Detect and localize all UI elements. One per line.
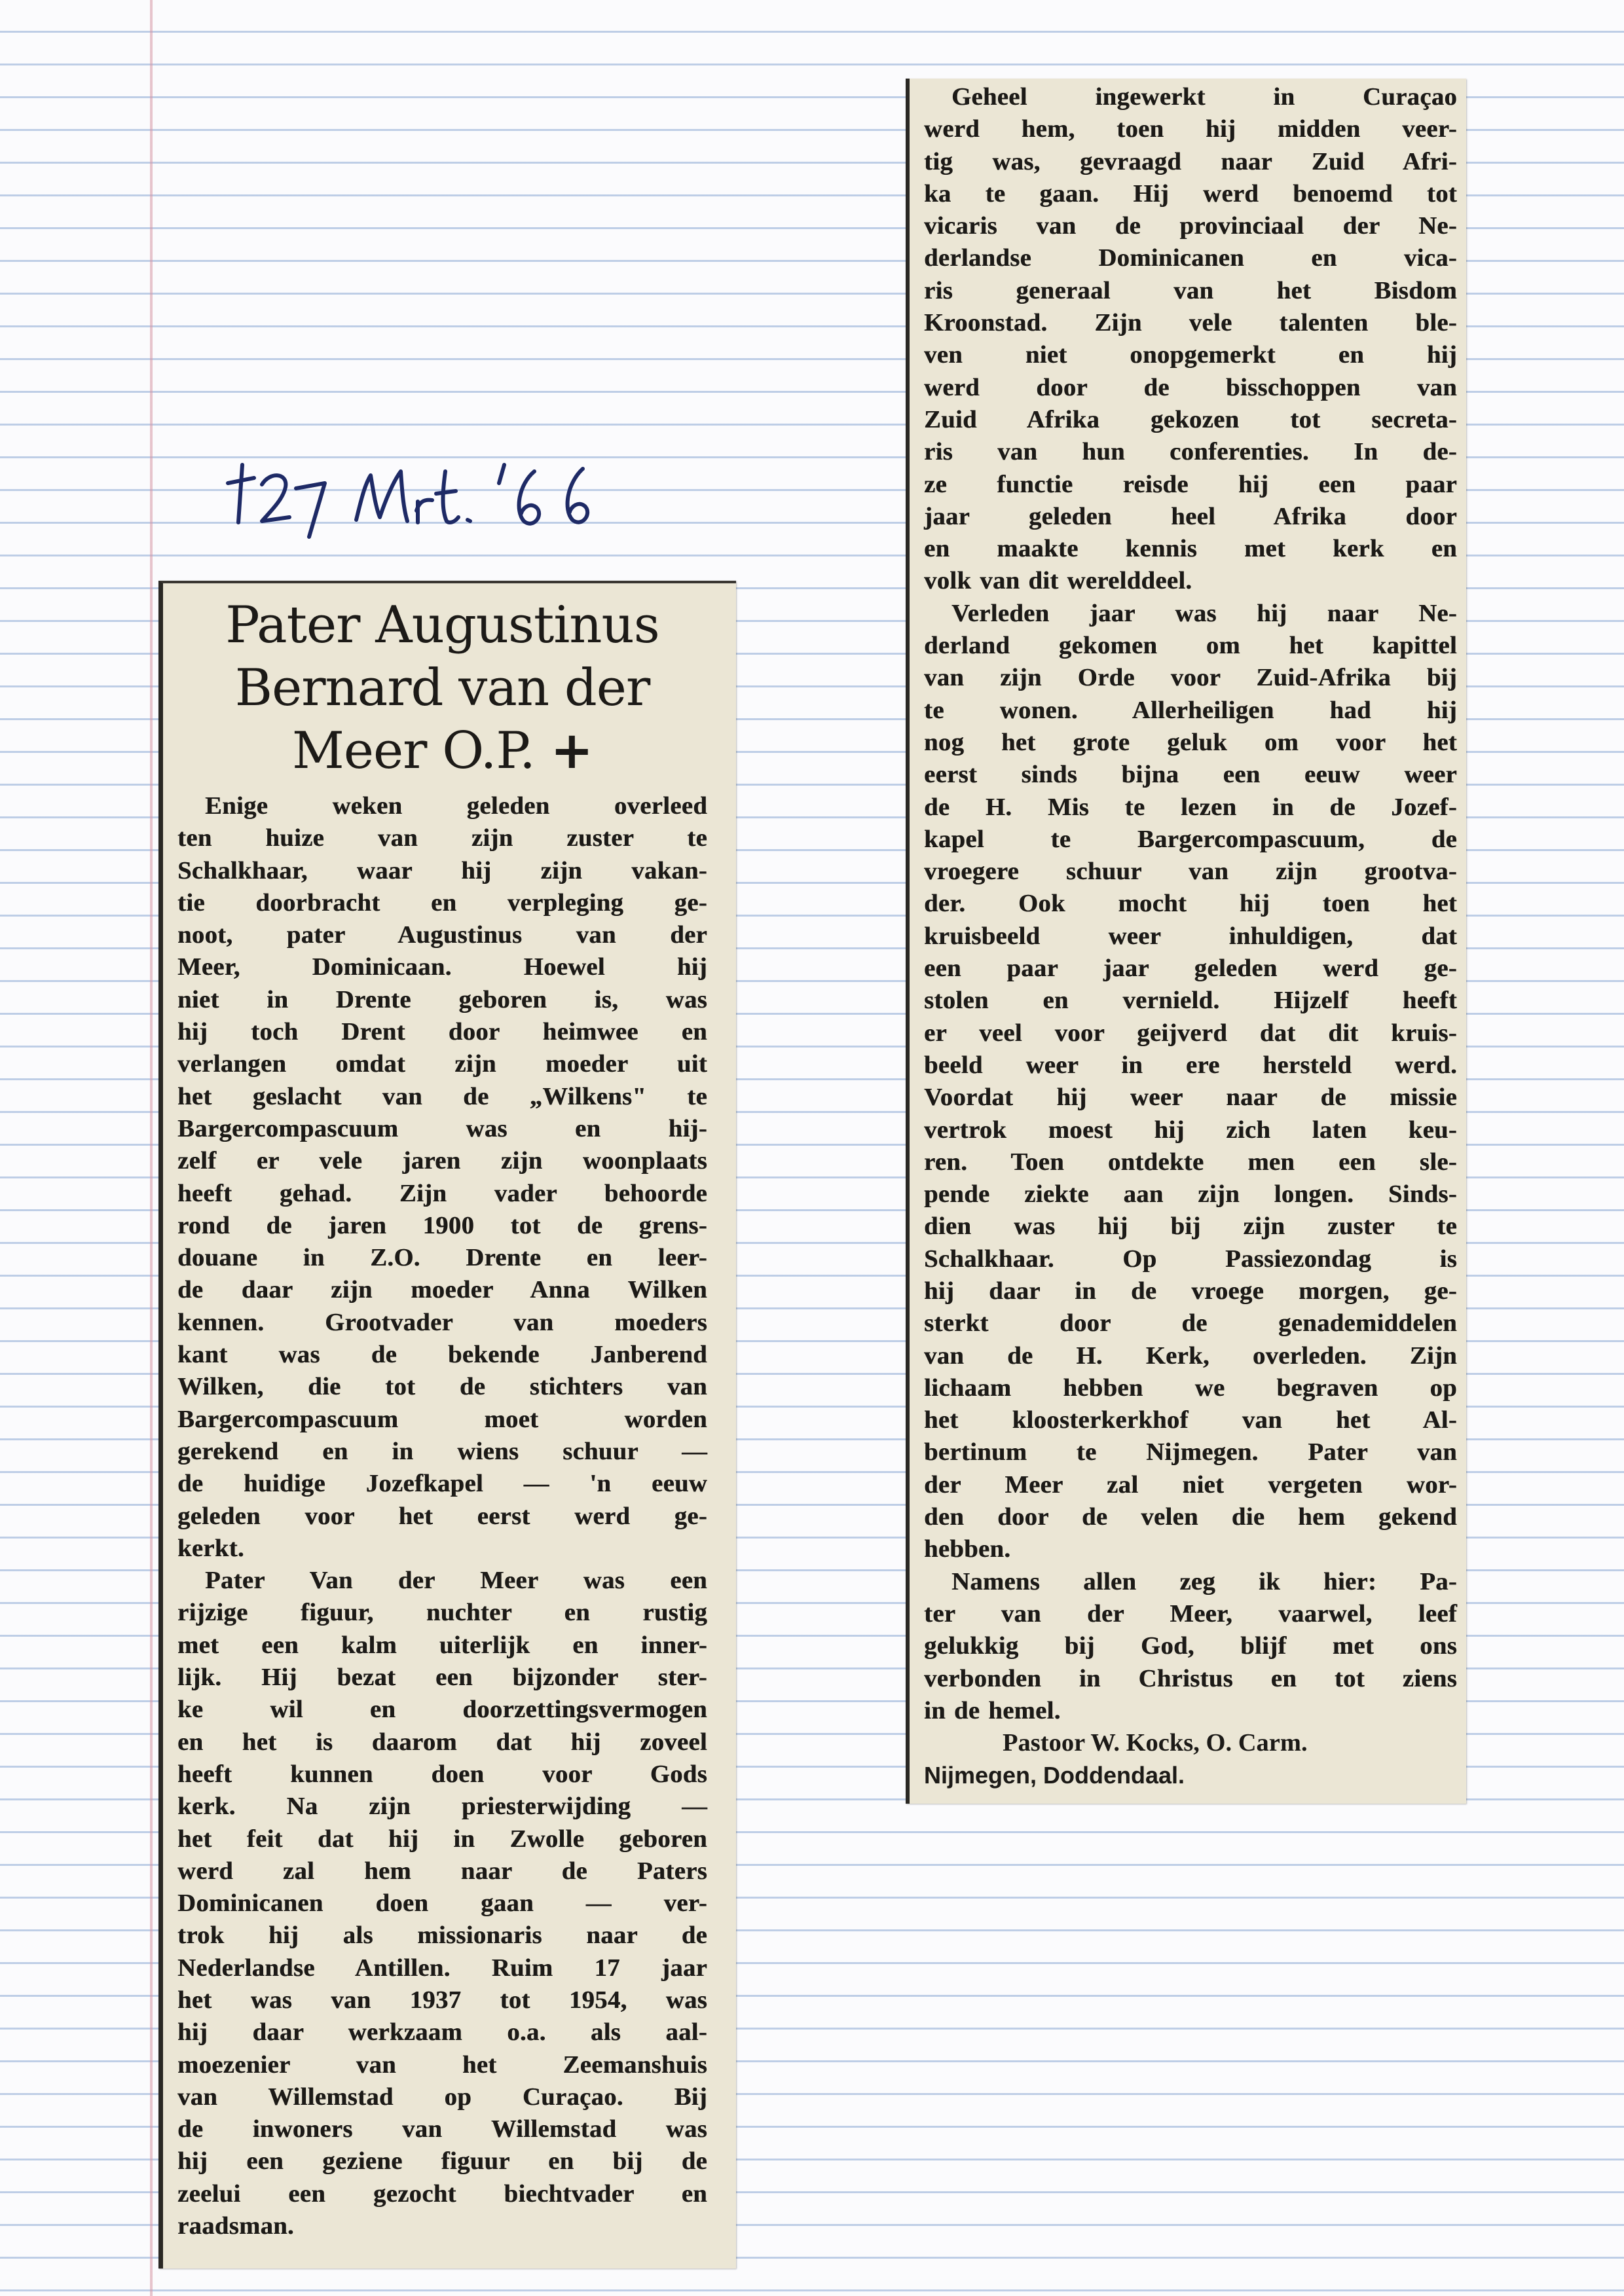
text-line: der. Ook mocht hij toen het (924, 890, 1457, 918)
text-line: van de H. Kerk, overleden. Zijn (924, 1341, 1457, 1370)
text-line: en het is daarom dat hij zoveel (177, 1728, 707, 1756)
text-line: moezenier van het Zeemanshuis (177, 2050, 707, 2079)
newspaper-clipping-left (158, 581, 736, 2269)
text-line: Voordat hij weer naar de missie (924, 1084, 1457, 1112)
text-line: ren. Toen ontdekte men een sle- (924, 1148, 1457, 1176)
text-line: kapel te Bargercompascuum, de (924, 825, 1457, 853)
text-line: rijzige figuur, nuchter en rustig (177, 1599, 707, 1627)
text-line: Verleden jaar was hij naar Ne- (951, 599, 1457, 627)
text-line: trok hij als missionaris naar de (177, 1922, 707, 1950)
text-line: Schalkhaar. Op Passiezondag is (924, 1245, 1457, 1273)
text-line: derlandse Dominicanen en vica- (924, 244, 1457, 272)
text-line: een paar jaar geleden werd ge- (924, 955, 1457, 983)
text-line: het kloosterkerkhof van het Al- (924, 1406, 1457, 1434)
text-line: en maakte kennis met kerk en (924, 535, 1457, 563)
text-line: heeft gehad. Zijn vader behoorde (177, 1179, 707, 1207)
text-line: met een kalm uiterlijk en inner- (177, 1631, 707, 1659)
text-line: jaar geleden heel Afrika door (924, 502, 1457, 530)
article-body-left-column (177, 790, 707, 2242)
text-line: douane in Z.O. Drente en leer- (177, 1244, 707, 1272)
text-line: hij daar werkzaam o.a. als aal- (177, 2018, 707, 2047)
text-line: vroegere schuur van zijn grootva- (924, 858, 1457, 886)
text-line: nog het grote geluk om voor het (924, 728, 1457, 756)
text-line: de H. Mis te lezen in de Jozef- (924, 793, 1457, 821)
text-line: sterkt door de genademiddelen (924, 1309, 1457, 1338)
text-line: in de hemel. (924, 1696, 1061, 1724)
text-line: lichaam hebben we begraven op (924, 1374, 1457, 1402)
text-line: ka te gaan. Hij werd benoemd tot (924, 179, 1457, 208)
text-line: geleden voor het eerst werd ge- (177, 1502, 707, 1530)
text-line: der Meer zal niet vergeten wor- (924, 1470, 1457, 1499)
text-line: hij een geziene figuur en bij de (177, 2147, 707, 2176)
text-line: ter van der Meer, vaarwel, leef (924, 1599, 1457, 1628)
text-line: Bargercompascuum moet worden (177, 1405, 707, 1433)
article-headline (177, 594, 707, 782)
text-line: kerkt. (177, 1534, 244, 1562)
text-line: Nederlandse Antillen. Ruim 17 jaar (177, 1954, 707, 1982)
text-line: ven niet onopgemerkt en hij (924, 341, 1457, 369)
text-line: pende ziekte aan zijn longen. Sinds- (924, 1180, 1457, 1209)
headline-line-3: Meer O.P. + (291, 721, 593, 780)
text-line: verlangen omdat zijn moeder uit (177, 1050, 707, 1078)
text-line: Namens allen zeg ik hier: Pa- (951, 1567, 1457, 1595)
text-line: kerk. Na zijn priesterwijding — (177, 1793, 707, 1821)
memorial-cross: + (550, 721, 593, 780)
text-line: niet in Drente geboren is, was (177, 985, 707, 1013)
text-line: heeft kunnen doen voor Gods (177, 1760, 707, 1788)
text-line: stolen en vernield. Hijzelf heeft (924, 987, 1457, 1015)
text-line: Zuid Afrika gekozen tot secreta- (924, 405, 1457, 433)
text-line: rond de jaren 1900 tot de grens- (177, 1211, 707, 1239)
text-line: de inwoners van Willemstad was (177, 2115, 707, 2143)
text-line: werd hem, toen hij midden veer- (924, 115, 1457, 143)
newspaper-clipping-right (906, 79, 1466, 1804)
text-line: de daar zijn moeder Anna Wilken (177, 1276, 707, 1304)
text-line: te wonen. Allerheiligen had hij (924, 696, 1457, 724)
text-line: dien was hij bij zijn zuster te (924, 1212, 1457, 1241)
text-line: van zijn Orde voor Zuid-Afrika bij (924, 664, 1457, 692)
text-line: gerekend en in wiens schuur — (177, 1437, 707, 1465)
text-line: het feit dat hij in Zwolle geboren (177, 1825, 707, 1853)
text-line: beeld weer in ere hersteld werd. (924, 1051, 1457, 1079)
text-line: vicaris van de provinciaal der Ne- (924, 212, 1457, 240)
text-line: vertrok moest hij zich laten keu- (924, 1116, 1457, 1144)
handwritten-date-annotation (216, 445, 635, 556)
text-line: Kroonstad. Zijn vele talenten ble- (924, 309, 1457, 337)
text-line: van Willemstad op Curaçao. Bij (177, 2083, 707, 2111)
text-line: ris generaal van het Bisdom (924, 276, 1457, 304)
text-line: Meer, Dominicaan. Hoewel hij (177, 953, 707, 981)
text-line: de huidige Jozefkapel — 'n eeuw (177, 1470, 707, 1498)
text-line: Enige weken geleden overleed (205, 792, 707, 820)
text-line: lijk. Hij bezat een bijzonder ster- (177, 1664, 707, 1692)
text-line: ten huize van zijn zuster te (177, 824, 707, 852)
text-line: tie doorbracht en verpleging ge- (177, 888, 707, 917)
text-line: ze functie reisde hij een paar (924, 470, 1457, 498)
text-line: eerst sinds bijna een eeuw weer (924, 761, 1457, 789)
text-line: raadsman. (177, 2212, 294, 2240)
text-line: ris van hun conferenties. In de- (924, 438, 1457, 466)
text-line: den door de velen die hem gekend (924, 1503, 1457, 1531)
text-line: Schalkhaar, waar hij zijn vakan- (177, 856, 707, 884)
text-line: derland gekomen om het kapittel (924, 632, 1457, 660)
text-line: het geslacht van de „Wilkens" te (177, 1082, 707, 1110)
text-line: kant was de bekende Janberend (177, 1341, 707, 1369)
text-line: Bargercompascuum was en hij- (177, 1114, 707, 1142)
text-line: werd door de bisschoppen van (924, 373, 1457, 401)
text-line: het was van 1937 tot 1954, was (177, 1986, 707, 2014)
headline-line-2: Bernard van der (234, 659, 650, 718)
text-line: hebben. (924, 1535, 1011, 1563)
text-line: tig was, gevraagd naar Zuid Afri- (924, 147, 1457, 175)
text-line: werd zal hem naar de Paters (177, 1857, 707, 1885)
text-line: hij toch Drent door heimwee en (177, 1018, 707, 1046)
text-line: kennen. Grootvader van moeders (177, 1308, 707, 1336)
text-line: gelukkig bij God, blijf met ons (924, 1632, 1457, 1660)
text-line: noot, pater Augustinus van der (177, 921, 707, 949)
headline-line-1: Pater Augustinus (225, 596, 659, 655)
text-line: volk van dit werelddeel. (924, 567, 1192, 595)
text-line: verbonden in Christus en tot ziens (924, 1664, 1457, 1692)
text-line: zeelui een gezocht biechtvader en (177, 2179, 707, 2208)
article-body-right-column (924, 81, 1457, 1727)
text-line: Geheel ingewerkt in Curaçao (951, 83, 1457, 111)
text-line: ke wil en doorzettingsvermogen (177, 1696, 707, 1724)
text-line: hij daar in de vroege morgen, ge- (924, 1277, 1457, 1305)
text-line: bertinum te Nijmegen. Pater van (924, 1438, 1457, 1467)
signature-name: Pastoor W. Kocks, O. Carm. (1003, 1729, 1308, 1757)
signature-place: Nijmegen, Doddendaal. (924, 1762, 1185, 1789)
text-line: zelf er vele jaren zijn woonplaats (177, 1147, 707, 1175)
article-signature (924, 1727, 1457, 1791)
text-line: er veel voor geijverd dat dit kruis- (924, 1019, 1457, 1047)
text-line: Dominicanen doen gaan — ver- (177, 1889, 707, 1918)
text-line: kruisbeeld weer inhuldigen, dat (924, 922, 1457, 950)
text-line: Pater Van der Meer was een (205, 1567, 707, 1595)
text-line: Wilken, die tot de stichters van (177, 1373, 707, 1401)
